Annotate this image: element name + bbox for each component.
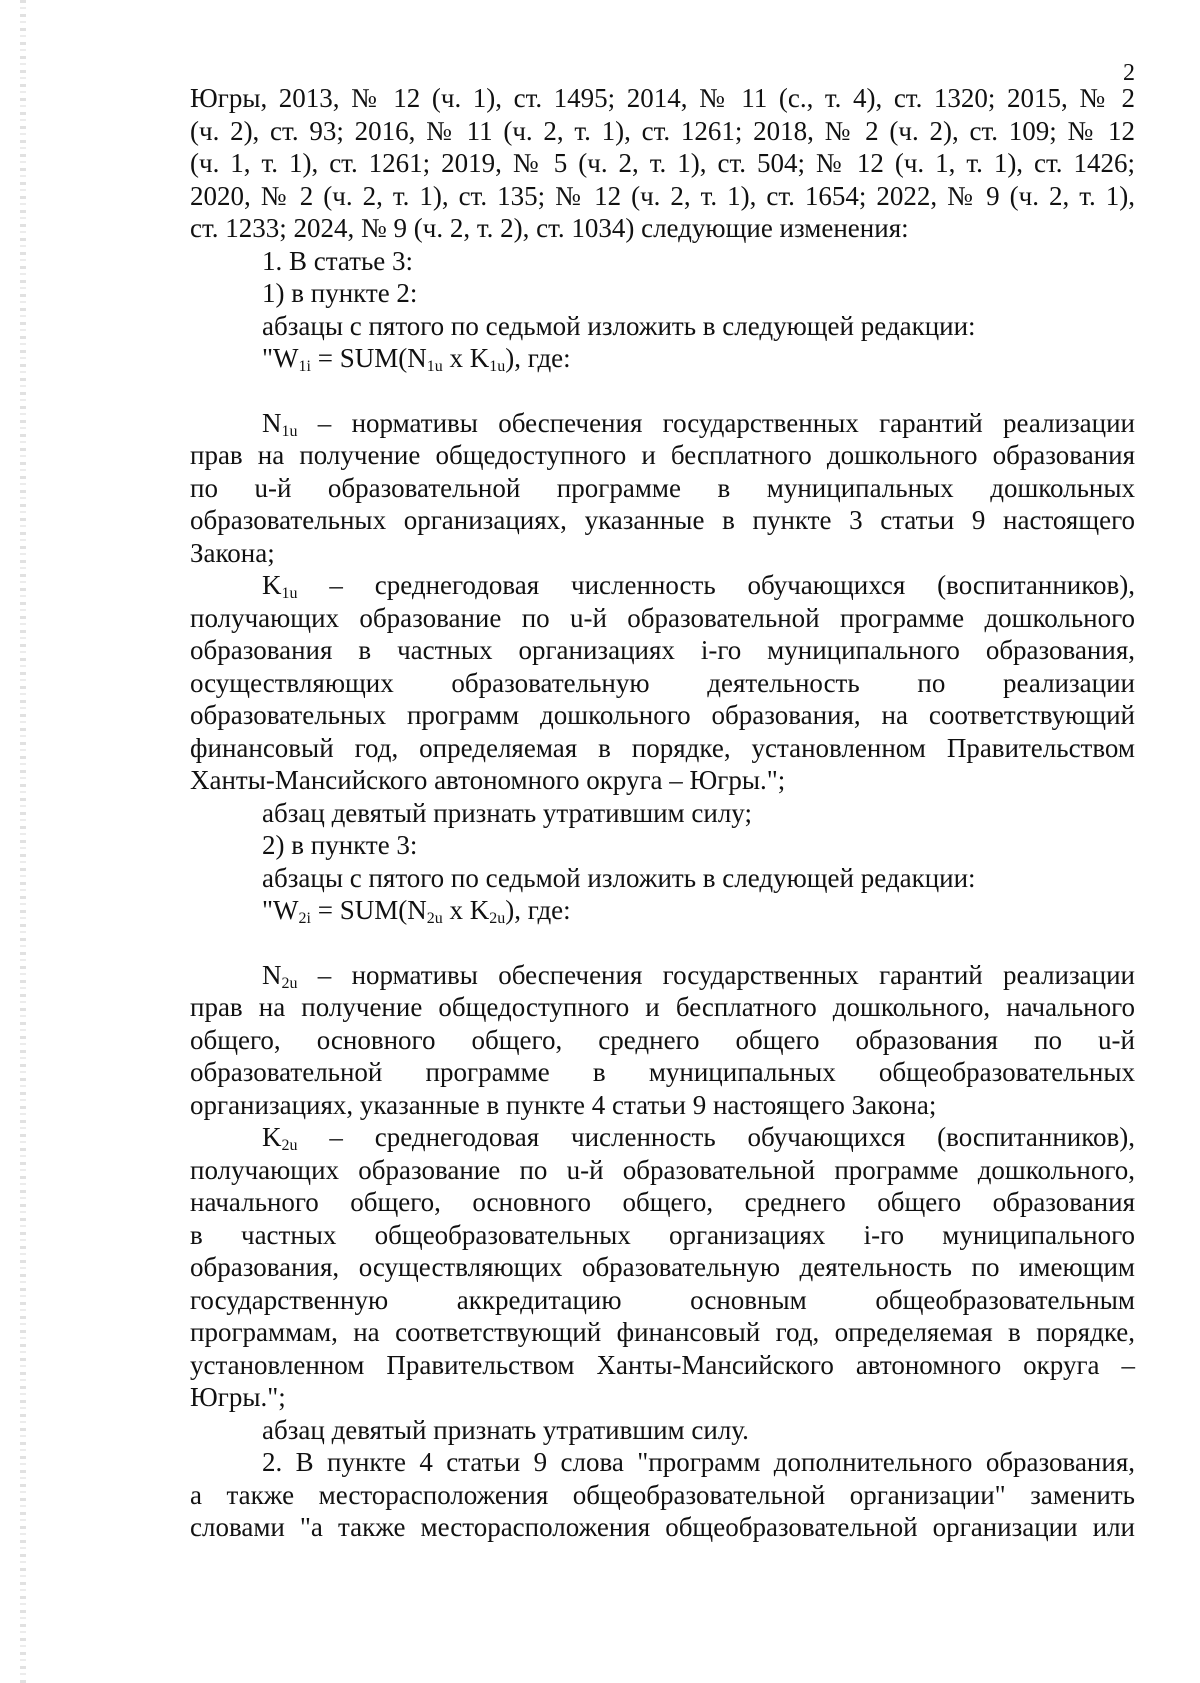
text-line: образовательных программ дошкольного образования, на соответствующий: [190, 700, 1135, 730]
formula-w2: "$W_{2i} = SUM(N_{2u}$ x $K_{2u}$), где:: [262, 895, 571, 927]
text-line: абзацы с пятого по седьмой изложить в следующей редакции:: [262, 310, 976, 341]
page-number: 2: [1123, 60, 1135, 86]
text-line: образования, осуществляющих образовательную деятельность по имеющим: [190, 1252, 1135, 1282]
text-line: образовательных организациях, указанные в пункте 3 статьи 9 настоящего: [190, 505, 1135, 535]
scan-binding-edge: [20, 0, 26, 1683]
definition-n1: $N_{1u}$ – нормативы обеспечения государственных гарантий реализации: [262, 407, 1135, 440]
definition-k2: $K_{2u}$ – среднегодовая численность обучающихся (воспитанников),: [262, 1122, 1135, 1154]
text-line: абзацы с пятого по седьмой изложить в следующей редакции:: [262, 862, 976, 893]
text-line: Югры.";: [190, 1382, 286, 1412]
document-body: [190, 82, 1135, 1544]
text-line: программам, на соответствующий финансовый год, определяемая в порядке,: [190, 1317, 1135, 1347]
text-line: государственную аккредитацию основным общеобразовательным: [190, 1284, 1135, 1315]
blank-line: [190, 375, 1135, 407]
text-line: осуществляющих образовательную деятельность по реализации: [190, 667, 1135, 698]
text-line: в частных общеобразовательных организациях i-го муниципального: [190, 1219, 1135, 1250]
text-line: образования в частных организациях i-го муниципального образования,: [190, 635, 1135, 665]
text-line: начального общего, основного общего, среднего общего образования: [190, 1187, 1135, 1217]
text-line: абзац девятый признать утратившим силу;: [262, 797, 752, 828]
text-line: Ханты-Мансийского автономного округа – Югры.";: [190, 765, 786, 795]
text-line: прав на получение общедоступного и бесплатного дошкольного образования: [190, 440, 1135, 470]
text-line: 2) в пункте 3:: [262, 830, 418, 860]
definition-n2: $N_{2u}$ – нормативы обеспечения государственных гарантий реализации: [262, 959, 1135, 992]
definition-k1: $K_{1u}$ – среднегодовая численность обучающихся (воспитанников),: [262, 570, 1135, 602]
text-line: общего, основного общего, среднего общего образования по u-й: [190, 1024, 1135, 1055]
text-line: а также месторасположения общеобразовательной организации" заменить: [190, 1479, 1135, 1510]
text-line: финансовый год, определяемая в порядке, установленном Правительством: [190, 732, 1135, 763]
text-line: получающих образование по u-й образовательной программе дошкольного: [190, 602, 1135, 633]
text-line: по u-й образовательной программе в муниципальных дошкольных: [190, 472, 1135, 503]
text-line: 1) в пункте 2:: [262, 278, 418, 308]
text-line: получающих образование по u-й образовательной программе дошкольного,: [190, 1154, 1135, 1185]
text-line: организациях, указанные в пункте 4 статьи 9 настоящего Закона;: [190, 1089, 937, 1120]
text-line: 2. В пункте 4 статьи 9 слова "программ дополнительного образования,: [262, 1447, 1135, 1477]
text-line: (ч. 1, т. 1), ст. 1261; 2019, № 5 (ч. 2, т. 1), ст. 504; № 12 (ч. 1, т. 1), ст. 1426;: [190, 148, 1135, 178]
text-line: образовательной программе в муниципальных общеобразовательных: [190, 1057, 1135, 1087]
text-line: установленном Правительством Ханты-Мансийского автономного округа –: [190, 1349, 1135, 1380]
text-line: 1. В статье 3:: [262, 245, 414, 276]
formula-w1: "$W_{1i} = SUM(N_{1u}$ x $K_{1u}$), где:: [262, 343, 571, 375]
text-line: 2020, № 2 (ч. 2, т. 1), ст. 135; № 12 (ч. 2, т. 1), ст. 1654; 2022, № 9 (ч. 2, т. 1),: [190, 180, 1135, 211]
text-line: словами "а также месторасположения общеобразовательной организации или: [190, 1512, 1135, 1542]
text-line: Югры, 2013, № 12 (ч. 1), ст. 1495; 2014, № 11 (с., т. 4), ст. 1320; 2015, № 2: [190, 83, 1135, 113]
text-line: прав на получение общедоступного и бесплатного дошкольного, начального: [190, 992, 1135, 1022]
text-line: (ч. 2), ст. 93; 2016, № 11 (ч. 2, т. 1), ст. 1261; 2018, № 2 (ч. 2), ст. 109; № 12: [190, 115, 1135, 146]
blank-line: [190, 927, 1135, 959]
text-line: абзац девятый признать утратившим силу.: [262, 1414, 749, 1445]
text-line: Закона;: [190, 537, 275, 568]
text-line: ст. 1233; 2024, № 9 (ч. 2, т. 2), ст. 1034) следующие изменения:: [190, 213, 909, 243]
